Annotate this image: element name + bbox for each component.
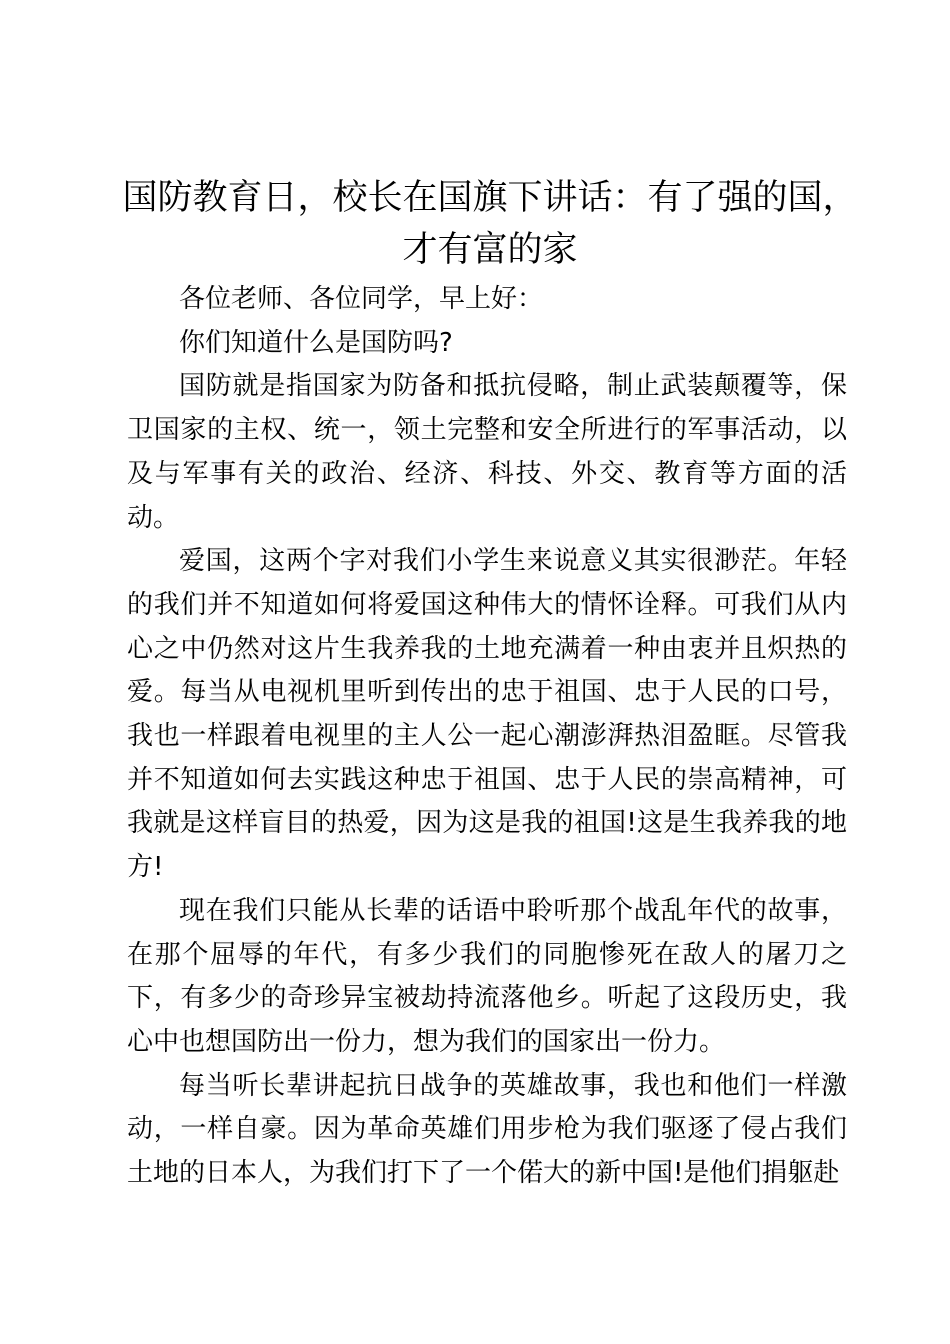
- paragraph-question: 你们知道什么是国防吗?: [179, 327, 453, 358]
- paragraph-heroes: 每当听长辈讲起抗日战争的英雄故事，我也和他们一样激动，一样自豪。因为革命英雄们用步枪为我们驱逐了侵占我们土地的日本人，为我们打下了一个偌大的新中国!是他们捐躯赴: [127, 1070, 847, 1189]
- document-title: 国防教育日，校长在国旗下讲话：有了强的国，才有富的家: [122, 178, 858, 270]
- paragraph-definition: 国防就是指国家为防备和抵抗侵略，制止武装颠覆等，保卫国家的主权、统一，领土完整和安全所进行的军事活动，以及与军事有关的政治、经济、科技、外交、教育等方面的活动。: [127, 371, 847, 533]
- paragraph-patriotism: 爱国，这两个字对我们小学生来说意义其实很渺茫。年轻的我们并不知道如何将爱国这种伟大的情怀诠释。可我们从内心之中仍然对这片生我养我的土地充满着一种由衷并且炽热的爱。每当从电视机里听到传出的忠于祖国、忠于人民的口号，我也一样跟着电视里的主人公一起心潮澎湃热泪盈眶。尽管我并不知道如何去实践这种忠于祖国、忠于人民的崇高精神，可我就是这样盲目的热爱，因为这是我的祖国!这是生我养我的地方!: [127, 546, 847, 883]
- paragraph-history: 现在我们只能从长辈的话语中聆听那个战乱年代的故事，在那个屈辱的年代，有多少我们的同胞惨死在敌人的屠刀之下，有多少的奇珍异宝被劫持流落他乡。听起了这段历史，我心中也想国防出一份力，想为我们的国家出一份力。: [127, 895, 847, 1057]
- paragraph-greeting: 各位老师、各位同学，早上好：: [179, 284, 544, 314]
- document-body: [127, 278, 847, 1196]
